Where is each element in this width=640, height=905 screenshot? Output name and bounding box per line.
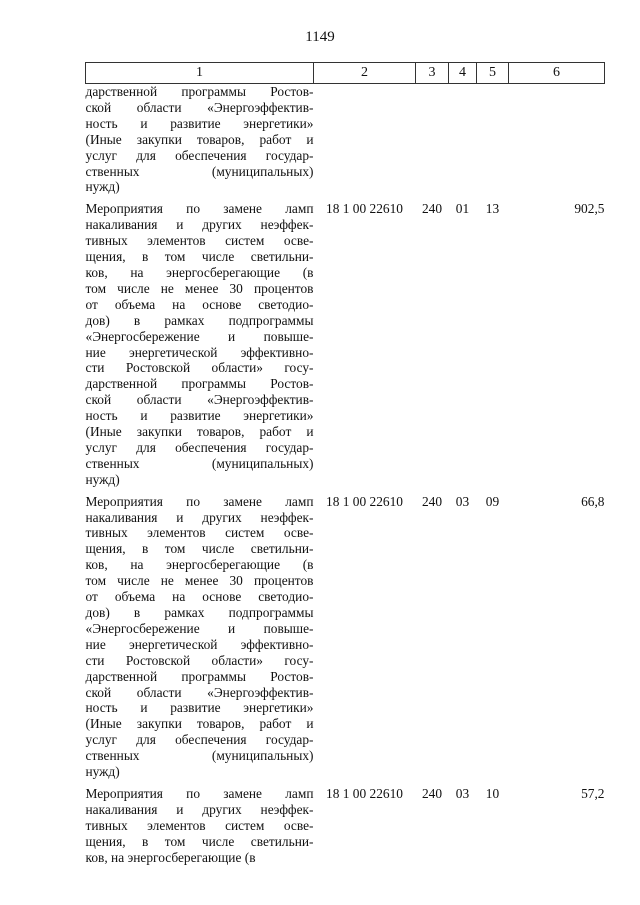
description-line: ской области «Энергоэффектив- [85,392,314,408]
table-body [86,84,605,866]
description-line: щения, в том числе светильни- [85,249,314,265]
section-code: 01 [455,201,470,217]
description-line: дов) в рамках подпрограммы [85,605,314,620]
description-line: накаливания и других неэффек- [85,801,314,817]
description-line: ков, на энергосберегающие (в [85,557,314,573]
expense-type-code: 240 [421,201,443,217]
expense-description [86,201,314,487]
subsection-code [477,84,509,196]
target-article-code: 18 1 00 22610 [326,493,403,509]
target-article-code [314,84,416,196]
description-line: от объема на основе светодио- [85,296,314,312]
description-line: Мероприятия по замене ламп [85,201,314,217]
description-line: тивных элементов систем осве- [85,525,314,541]
description-line: ность и развитие энергетики» [85,115,314,131]
description-line: ков, на энергосберегающие (в [85,849,256,865]
description-line: щения, в том числе светильни- [85,541,314,557]
amount-value: 902,5 [574,201,605,217]
amount-value: 57,2 [581,785,605,801]
table-row [86,786,605,866]
expense-description [86,494,314,780]
table-row [86,201,605,487]
description-line: дарственной программы Ростов- [85,668,314,684]
description-line: ственных (муниципальных) [85,163,314,179]
description-line: Мероприятия по замене ламп [85,785,314,801]
description-line: том числе не менее 30 процентов [85,573,314,589]
expense-type-code: 240 [421,785,443,801]
expense-type-code: 240 [421,493,443,509]
description-line: ков, на энергосберегающие (в [85,264,314,280]
column-header: 4 [449,63,477,84]
section-code: 03 [455,493,470,509]
subsection-code: 10 [485,785,500,801]
subsection-code: 09 [485,493,500,509]
description-line: ние энергетической эффективно- [85,344,314,360]
description-line: накаливания и других неэффек- [85,509,314,525]
description-line: от объема на основе светодио- [85,589,314,605]
target-article-code: 18 1 00 22610 [326,201,403,217]
page-number: 1149 [305,29,335,45]
description-line: ственных (муниципальных) [85,455,314,471]
description-line: (Иные закупки товаров, работ и [85,716,314,732]
expense-description [86,84,314,196]
description-line: услуг для обеспечения государ- [85,147,314,163]
description-line: нужд) [85,471,120,487]
column-number-row [86,63,605,84]
description-line: дов) в рамках подпрограммы [85,312,314,328]
budget-table [85,62,605,866]
column-header: 3 [416,63,449,84]
amount-value: 66,8 [581,493,605,509]
description-line: ской области «Энергоэффектив- [85,99,314,115]
section-code [449,84,477,196]
description-line: ность и развитие энергетики» [85,700,314,716]
description-line: нужд) [85,179,120,195]
description-line: ственных (муниципальных) [85,748,314,764]
description-line: сти Ростовской области» госу- [85,360,314,376]
expense-type-code [416,84,449,196]
column-header: 1 [86,63,314,84]
description-line: (Иные закупки товаров, работ и [85,131,314,147]
table-row [86,84,605,196]
section-code: 03 [455,785,470,801]
description-line: Мероприятия по замене ламп [85,493,314,509]
column-header: 2 [314,63,416,84]
description-line: тивных элементов систем осве- [85,233,314,249]
table-row [86,494,605,780]
description-line: «Энергосбережение и повыше- [85,328,314,344]
description-line: услуг для обеспечения государ- [85,732,314,748]
expense-description [86,786,314,866]
description-line: сти Ростовской области» госу- [85,652,314,668]
description-line: ской области «Энергоэффектив- [85,684,314,700]
target-article-code: 18 1 00 22610 [326,785,403,801]
description-line: тивных элементов систем осве- [85,817,314,833]
column-header: 5 [477,63,509,84]
subsection-code: 13 [485,201,500,217]
description-line: услуг для обеспечения государ- [85,439,314,455]
description-line: том числе не менее 30 процентов [85,280,314,296]
description-line: дарственной программы Ростов- [85,376,314,392]
description-line: «Энергосбережение и повыше- [85,620,314,636]
description-line: дарственной программы Ростов- [85,84,314,99]
description-line: нужд) [85,764,120,780]
description-line: ность и развитие энергетики» [85,408,314,424]
description-line: накаливания и других неэффек- [85,217,314,233]
description-line: ние энергетической эффективно- [85,636,314,652]
column-header: 6 [509,63,605,84]
description-line: (Иные закупки товаров, работ и [85,424,314,440]
amount-value [509,84,605,196]
description-line: щения, в том числе светильни- [85,833,314,849]
